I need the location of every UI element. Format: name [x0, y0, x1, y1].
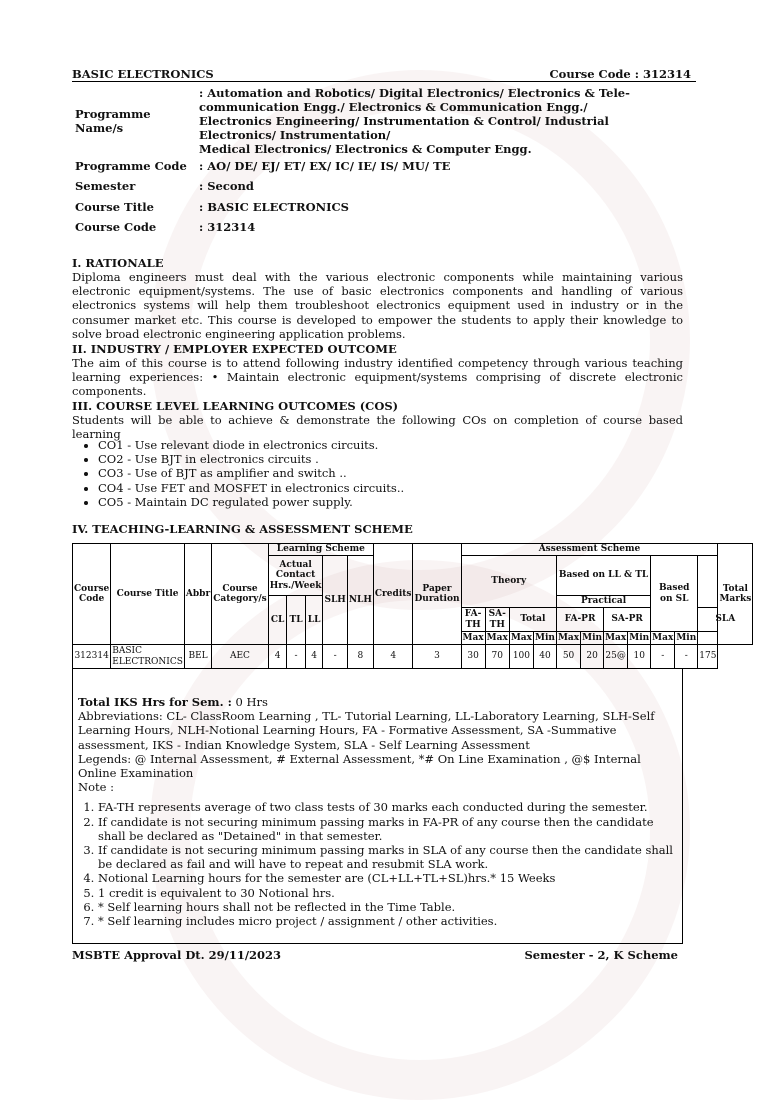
th-min: Min [582, 632, 603, 643]
course-code-value: : 312314 [199, 220, 256, 234]
list-item: 2. If candidate is not securing minimum passing marks in FA-PR of any course then the candidate shall be declared as "Detained" in that semester. [98, 815, 678, 843]
cell-fath-max: 30 [461, 645, 485, 669]
th-ll: LL [305, 596, 323, 645]
semester-value: : Second [199, 179, 254, 193]
cell-fapr-max: 50 [556, 645, 580, 669]
rationale-text: Diploma engineers must deal with the various electronic components while maintaining various electronic equipment/systems. The use of basic electronics components and handling of various electronics systems will help them troubleshoot electronics equipment used in industry or in the consumer market etc. This course is developed to empower the students to apply their knowledge to solve broad electronic engineering application problems. [72, 270, 683, 341]
th-tl: TL [287, 596, 305, 645]
programme-code-label: Programme Code [75, 159, 187, 173]
cell-sapr-min: 10 [628, 645, 651, 669]
industry-heading: II. INDUSTRY / EMPLOYER EXPECTED OUTCOME [72, 342, 397, 356]
th-cl: CL [268, 596, 287, 645]
footer-approval: MSBTE Approval Dt. 29/11/2023 [72, 948, 282, 962]
th-category: Course Category/s [212, 544, 269, 645]
th-theory: Theory [461, 556, 556, 608]
page-header [72, 67, 696, 82]
cell-category: AEC [212, 645, 269, 669]
notes-list [78, 800, 678, 928]
th-abbr: Abbr [184, 544, 211, 645]
cell-slh: - [323, 645, 347, 669]
cell-cl: 4 [268, 645, 287, 669]
cell-sla-max: - [651, 645, 675, 669]
list-item: 4. Notional Learning hours for the semester are (CL+LL+TL+SL)hrs.* 15 Weeks [98, 871, 678, 885]
th-sa-pr: SA-PR [604, 608, 651, 632]
cell-ll: 4 [305, 645, 323, 669]
list-item: • CO1 - Use relevant diode in electronics circuits. [98, 438, 404, 452]
th-max: Max [652, 632, 674, 643]
scheme-heading: IV. TEACHING-LEARNING & ASSESSMENT SCHEME [72, 522, 413, 536]
th-sla: SLA [698, 608, 753, 632]
th-max: Max [510, 632, 533, 643]
programme-name-label: Programme Name/s [75, 107, 151, 135]
cos-intro: Students will be able to achieve & demonstrate the following COs on completion of course based learning [72, 413, 683, 442]
th-min: Min [629, 632, 650, 643]
th-course-code: Course Code [73, 544, 111, 645]
table-row [73, 645, 753, 669]
th-nlh: NLH [347, 556, 373, 645]
cos-list [72, 438, 404, 509]
rationale-heading: I. RATIONALE [72, 256, 164, 270]
th-paper-duration: Paper Duration [413, 544, 461, 645]
th-max: Max [605, 632, 627, 643]
th-learning-scheme: Learning Scheme [268, 544, 373, 556]
th-based-sl: Based on SL [651, 556, 698, 632]
header-course-name: BASIC ELECTRONICS [72, 67, 214, 81]
header-course-code: Course Code : 312314 [549, 67, 691, 81]
list-item: • CO2 - Use BJT in electronics circuits . [98, 452, 404, 466]
course-title-label: Course Title [75, 199, 154, 214]
course-code-label: Course Code [75, 220, 157, 234]
cell-code: 312314 [73, 645, 111, 669]
th-max: Max [486, 632, 508, 643]
list-item: 1. FA-TH represents average of two class tests of 30 marks each conducted during the semester. [98, 800, 678, 814]
abbreviations-text: Abbreviations: CL- ClassRoom Learning , TL- Tutorial Learning, LL-Laboratory Learning, SLH-Self Learning Hours, NLH-Notional Learning Hours, FA - Formative Assessment, SA -Summative assessment, IKS - Indian Knowledge System, SLA - Self Learning Assessment [78, 709, 655, 752]
list-item: • CO3 - Use of BJT as amplifier and switch .. [98, 466, 404, 480]
cell-sla-min: - [675, 645, 698, 669]
cell-credits: 4 [373, 645, 413, 669]
th-practical: Practical [556, 596, 650, 608]
legends-text: Legends: @ Internal Assessment, # External Assessment, *# On Line Examination , @$ Internal Online Examination [78, 751, 641, 781]
industry-text: The aim of this course is to attend following industry identified competency through various teaching learning experiences: • Maintain electronic equipment/systems comprising of discrete electronic components. [72, 356, 683, 399]
cell-total-marks: 175 [698, 645, 718, 669]
cell-abbr: BEL [184, 645, 211, 669]
cell-total-min: 40 [534, 645, 557, 669]
list-item: • CO5 - Maintain DC regulated power supply. [98, 495, 404, 509]
cell-title: BASIC ELECTRONICS [112, 646, 183, 667]
th-sa-th: SA- TH [485, 608, 509, 632]
list-item: 7. * Self learning includes micro project / assignment / other activities. [98, 914, 678, 928]
list-item: 3. If candidate is not securing minimum passing marks in SLA of any course then the candidate shall be declared as fail and will have to repeat and resubmit SLA work. [98, 843, 678, 871]
cell-nlh: 8 [347, 645, 373, 669]
cell-tl: - [287, 645, 305, 669]
list-item: 5. 1 credit is equivalent to 30 Notional hrs. [98, 886, 678, 900]
iks-value: 0 Hrs [231, 695, 268, 709]
programme-name-value: : Automation and Robotics/ Digital Electronics/ Electronics & Tele-communication Engg./ Electronics & Communication Engg./ Electronics Engineering/ Instrumentation & Control/ Industrial Electronics/ Instrumentation/ Medical Electronics/ Electronics & Computer Engg. [199, 86, 630, 156]
semester-label: Semester [75, 179, 136, 193]
th-max: Max [557, 632, 580, 643]
th-min: Min [535, 632, 555, 643]
th-course-title: Course Title [111, 544, 185, 645]
cell-sapr-max: 25@ [604, 645, 628, 669]
th-fa-th: FA- TH [461, 608, 485, 632]
iks-label: Total IKS Hrs for Sem. : [78, 695, 232, 709]
programme-table [72, 86, 684, 237]
page-footer [72, 948, 683, 962]
cell-total-max: 100 [509, 645, 533, 669]
cell-sath-max: 70 [485, 645, 509, 669]
course-title-value: : BASIC ELECTRONICS [199, 199, 349, 214]
programme-code-value: : AO/ DE/ EJ/ ET/ EX/ IC/ IE/ IS/ MU/ TE [199, 159, 451, 173]
iks-line [78, 695, 678, 709]
th-min: Min [676, 632, 697, 643]
footer-semester: Semester - 2, K Scheme [524, 948, 678, 962]
note-label: Note : [78, 780, 114, 795]
th-total-marks: Total Marks [718, 544, 753, 645]
th-credits: Credits [373, 544, 413, 645]
th-contact-hours: Actual Contact Hrs./Week [268, 556, 323, 596]
th-fa-pr: FA-PR [556, 608, 603, 632]
cell-fapr-min: 20 [581, 645, 604, 669]
cell-paper: 3 [413, 645, 461, 669]
th-assessment-scheme: Assessment Scheme [461, 544, 718, 556]
th-max: Max [462, 632, 484, 643]
list-item: • CO4 - Use FET and MOSFET in electronics circuits.. [98, 481, 404, 495]
scheme-table [72, 543, 753, 669]
th-based-ll-tl: Based on LL & TL [556, 556, 650, 596]
th-slh: SLH [323, 556, 347, 645]
notes-section [78, 695, 678, 928]
th-total: Total [509, 608, 556, 632]
list-item: 6. * Self learning hours shall not be reflected in the Time Table. [98, 900, 678, 914]
cos-heading: III. COURSE LEVEL LEARNING OUTCOMES (COS) [72, 399, 399, 413]
